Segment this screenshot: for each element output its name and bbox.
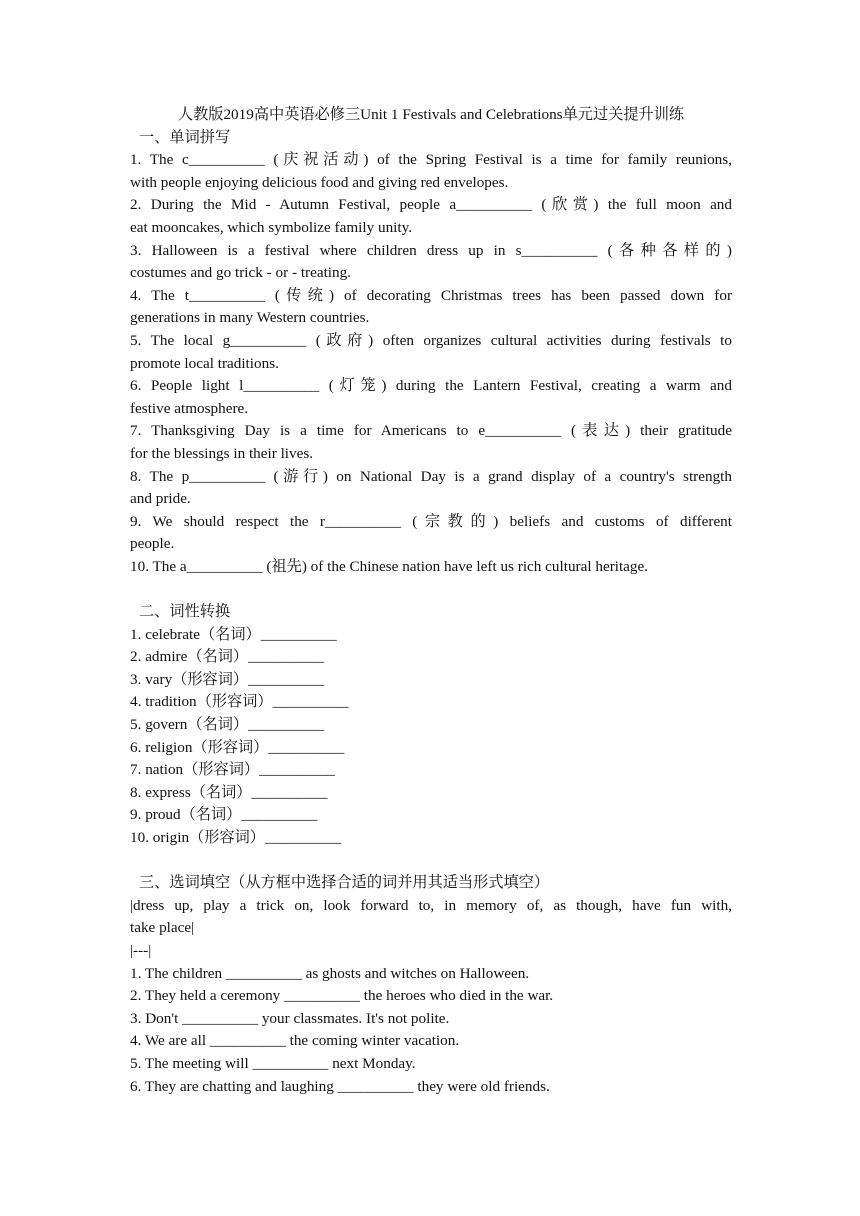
fill-blank-item: 5. The meeting will __________ next Monday. <box>130 1054 416 1072</box>
spelling-line: promote local traditions. <box>130 354 279 372</box>
spelling-line: people. <box>130 535 175 553</box>
word-form-item: 4. tradition（形容词）__________ <box>130 693 349 711</box>
spelling-line: 2. During the Mid - Autumn Festival, people a__________ (欣赏) the full moon and <box>130 196 732 214</box>
worksheet-title: 人教版2019高中英语必修三Unit 1 Festivals and Celebrations单元过关提升训练 <box>177 106 685 123</box>
word-form-item: 1. celebrate（名词）__________ <box>130 625 337 643</box>
section-spacer <box>130 578 732 601</box>
word-form-item: 9. proud（名词）__________ <box>130 806 318 824</box>
word-bank-line: take place| <box>130 919 195 937</box>
word-form-item: 7. nation（形容词）__________ <box>130 761 336 779</box>
spelling-line: 10. The a__________ (祖先) of the Chinese nation have left us rich cultural heritage. <box>130 557 649 575</box>
spelling-line: for the blessings in their lives. <box>130 444 314 462</box>
spelling-line: 9. We should respect the r__________ (宗教的) beliefs and customs of different <box>130 512 732 530</box>
spelling-line: 1. The c__________ (庆祝活动) of the Spring Festival is a time for family reunions, <box>130 151 732 169</box>
spelling-line: with people enjoying delicious food and giving red envelopes. <box>130 173 509 191</box>
spelling-line: eat mooncakes, which symbolize family unity. <box>130 218 413 236</box>
section-heading-fill-blanks: 三、选词填空（从方框中选择合适的词并用其适当形式填空） <box>139 874 550 892</box>
spelling-line: 4. The t__________ (传统) of decorating Christmas trees has been passed down for <box>130 286 732 304</box>
fill-blank-item: 3. Don't __________ your classmates. It's not polite. <box>130 1009 450 1027</box>
word-form-item: 6. religion（形容词）__________ <box>130 738 345 756</box>
spelling-line: 8. The p__________ (游行) on National Day is a grand display of a country's strength <box>130 467 732 485</box>
spelling-line: 3. Halloween is a festival where children dress up in s__________ (各种各样的) <box>130 241 732 259</box>
spelling-line: 5. The local g__________ (政府) often organizes cultural activities during festivals to <box>130 331 732 349</box>
spelling-line: generations in many Western countries. <box>130 309 370 327</box>
word-form-item: 8. express（名词）__________ <box>130 783 328 801</box>
spelling-line: festive atmosphere. <box>130 399 249 417</box>
word-bank-box <box>130 895 732 963</box>
section-heading-word-forms: 二、词性转换 <box>139 603 231 621</box>
fill-blank-list <box>130 963 732 1099</box>
word-bank-line: |dress up, play a trick on, look forward to, in memory of, as though, have fun with, <box>130 896 732 914</box>
word-bank-separator: |---| <box>130 941 152 959</box>
section-spacer <box>130 850 732 873</box>
spelling-line: costumes and go trick - or - treating. <box>130 264 351 282</box>
spelling-line: and pride. <box>130 490 191 508</box>
section-heading-spelling: 一、单词拼写 <box>139 128 231 146</box>
fill-blank-item: 1. The children __________ as ghosts and witches on Halloween. <box>130 964 530 982</box>
fill-blank-item: 4. We are all __________ the coming winter vacation. <box>130 1032 460 1050</box>
word-form-item: 5. govern（名词）__________ <box>130 716 325 734</box>
worksheet-page <box>130 104 732 1098</box>
fill-blank-item: 2. They held a ceremony __________ the heroes who died in the war. <box>130 987 554 1005</box>
word-form-item: 10. origin（形容词）__________ <box>130 829 341 846</box>
fill-blank-item: 6. They are chatting and laughing __________ they were old friends. <box>130 1077 550 1095</box>
spelling-line: 7. Thanksgiving Day is a time for Americans to e__________ (表达) their gratitude <box>130 422 732 440</box>
spelling-exercise-list <box>130 149 732 578</box>
word-form-list <box>130 624 732 850</box>
spelling-line: 6. People light l__________ (灯笼) during the Lantern Festival, creating a warm and <box>130 377 732 395</box>
word-form-item: 3. vary（形容词）__________ <box>130 670 325 688</box>
word-form-item: 2. admire（名词）__________ <box>130 648 325 666</box>
